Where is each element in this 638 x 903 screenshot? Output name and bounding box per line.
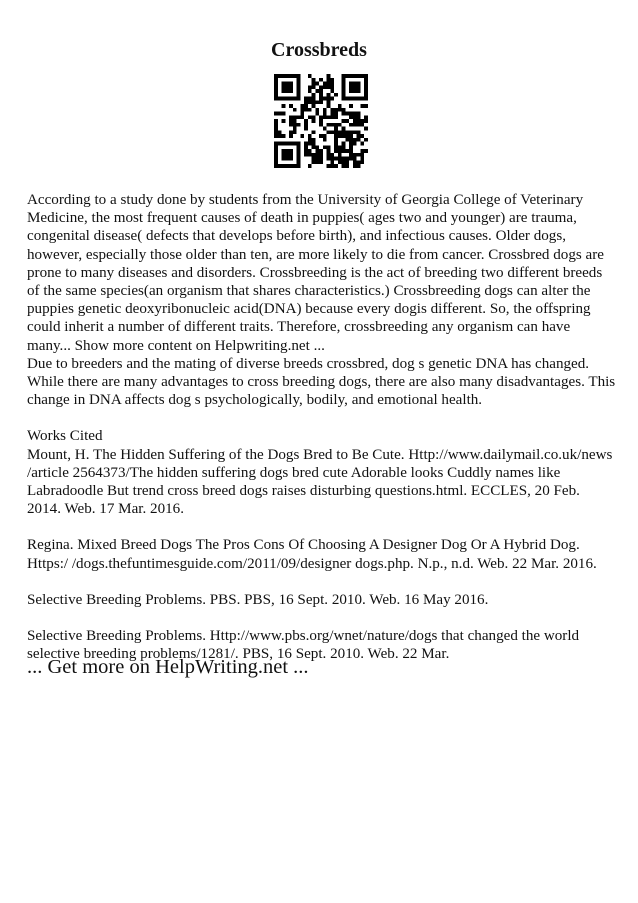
get-more-link[interactable]: ... Get more on HelpWriting.net ... <box>27 656 309 678</box>
citation-3: Selective Breeding Problems. PBS. PBS, 16 Sept. 2010. Web. 16 May 2016. <box>27 591 489 608</box>
body-paragraph-2: Due to breeders and the mating of diverse breeds crossbred, dog s genetic DNA has changed. While there are many advantages to cross breeding dogs, there are also many disadvantages. This change in DNA affects dog s psychologically, bodily, and emotional health. <box>27 355 616 409</box>
qr-code <box>274 74 368 168</box>
works-cited-heading: Works Cited <box>27 428 103 445</box>
document-title: Crossbreds <box>271 39 367 61</box>
document-body <box>27 191 617 663</box>
citation-1: Mount, H. The Hidden Suffering of the Dogs Bred to Be Cute. Http://www.dailymail.co.uk/news /article 2564373/The hidden suffering dogs bred cute Adorable looks Cuddly names like Labradoodle But trend cross breed dogs raises disturbing questions.html. ECCLES, 20 Feb. 2014. Web. 17 Mar. 2016. <box>27 446 613 518</box>
citation-2: Regina. Mixed Breed Dogs The Pros Cons Of Choosing A Designer Dog Or A Hybrid Dog. Https:/ /dogs.thefuntimesguide.com/2011/09/designer dogs.php. N.p., n.d. Web. 22 Mar. 2016. <box>27 537 597 572</box>
body-paragraph-1: According to a study done by students from the University of Georgia College of Veterinary Medicine, the most frequent causes of death in puppies( ages two and younger) are trauma, congenital disease( defects that develops before birth), and infectious causes. Older dogs, however, especially those older than ten, are more likely to die from cancer. Crossbred dogs are prone to many diseases and disorders. Crossbreeding is the act of breeding two different breeds of the same species(an organism that shares characteristics.) Crossbreeding dogs can alter the puppies genetic deoxyribonucleic acid(DNA) because every dogis different. So, the offspring could inherit a number of different traits. Therefore, crossbreeding any organism can have many... Show more content on Helpwriting.net ... <box>27 192 604 354</box>
citation-4: Selective Breeding Problems. Http://www.pbs.org/wnet/nature/dogs that changed the world selective breeding problems/1281/. PBS, 16 Sept. 2010. Web. 22 Mar. <box>27 628 580 663</box>
